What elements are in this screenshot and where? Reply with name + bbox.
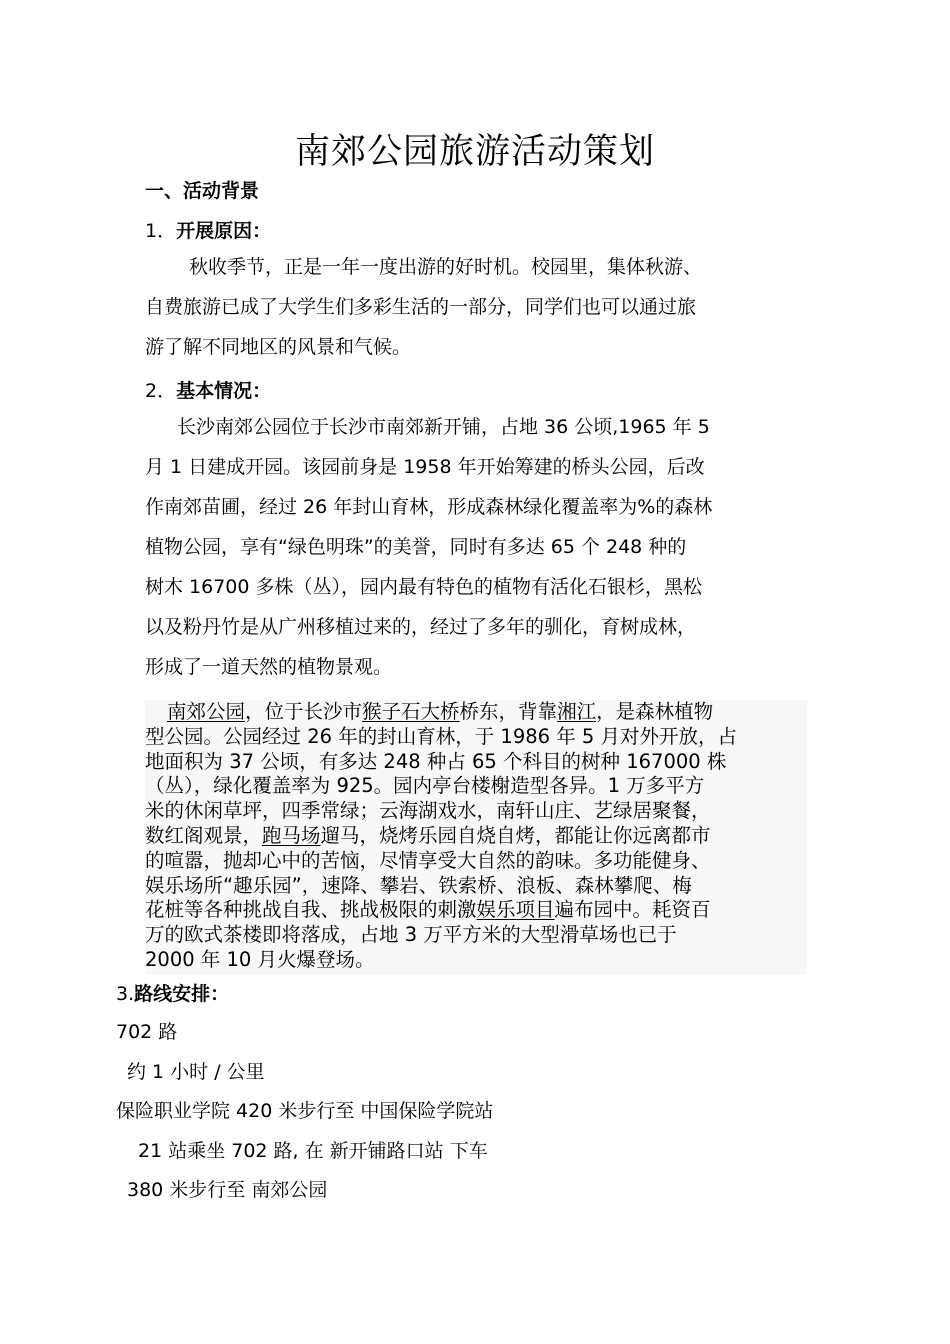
paragraph-line: 作南郊苗圃，经过 26 年封山育林，形成森林绿化覆盖率为%的森林 bbox=[145, 496, 713, 518]
paragraph-line: 长沙南郊公园位于长沙市南郊新开铺，占地 36 公顷,1965 年 5 bbox=[177, 416, 710, 438]
link-racecourse[interactable]: 跑马场 bbox=[262, 823, 321, 847]
paragraph-line: 秋收季节，正是一年一度出游的好时机。校园里，集体秋游、 bbox=[189, 256, 703, 278]
paragraph-line: 植物公园，享有“绿色明珠”的美誉，同时有多达 65 个 248 种的 bbox=[145, 536, 687, 558]
paragraph-line: 树木 16700 多株（丛），园内最有特色的植物有活化石银杉，黑松 bbox=[145, 576, 703, 598]
route-line: 21 站乘坐 702 路, 在 新开铺路口站 下车 bbox=[138, 1140, 488, 1162]
quote-text: 遍布园中。耗资百 bbox=[554, 898, 711, 922]
link-nanjiao-park[interactable]: 南郊公园 bbox=[167, 700, 246, 723]
link-xiangjiang[interactable]: 湘江 bbox=[557, 700, 597, 723]
quote-line: 型公园。公园经过 26 年的封山育林，于 1986 年 5 月对外开放，占 bbox=[145, 724, 738, 748]
quote-line bbox=[145, 898, 807, 923]
page-title: 南郊公园旅游活动策划 bbox=[294, 132, 655, 172]
paragraph-line: 形成了一道天然的植物景观。 bbox=[145, 656, 393, 678]
route-line: 702 路 bbox=[116, 1021, 178, 1043]
subheading-label: 路线安排： bbox=[134, 983, 230, 1005]
quote-line bbox=[145, 824, 807, 849]
paragraph-line: 以及粉丹竹是从广州移植过来的，经过了多年的驯化，育树成林， bbox=[145, 616, 697, 638]
quoted-park-description bbox=[145, 700, 807, 975]
quote-line: 万的欧式茶楼即将落成，占地 3 万平方米的大型滑草场也已于 bbox=[145, 923, 677, 947]
paragraph-line: 月 1 日建成开园。该园前身是 1958 年开始筹建的桥头公园，后改 bbox=[145, 456, 705, 478]
quote-line: 地面积为 37 公顷，有多达 248 种占 65 个科目的树种 167000 株 bbox=[145, 749, 727, 773]
quote-line: 娱乐场所“趣乐园”，速降、攀岩、铁索桥、浪板、森林攀爬、梅 bbox=[145, 873, 692, 897]
subheading-number: 2． bbox=[145, 380, 177, 402]
quote-line bbox=[145, 700, 807, 725]
paragraph-line: 自费旅游已成了大学生们多彩生活的一部分，同学们也可以通过旅 bbox=[145, 296, 697, 318]
quote-line: 2000 年 10 月火爆登场。 bbox=[145, 947, 375, 971]
quote-line: 米的休闲草坪，四季常绿；云海湖戏水，南轩山庄、艺绿居聚餐， bbox=[145, 799, 711, 823]
subheading-route bbox=[116, 979, 229, 1006]
quote-text: 遛马，烧烤乐园自烧自烤，都能让你远离都市 bbox=[320, 823, 711, 847]
route-line: 380 米步行至 南郊公园 bbox=[127, 1179, 328, 1201]
subheading-label: 基本情况： bbox=[176, 380, 272, 402]
subheading-basic bbox=[145, 376, 271, 403]
quote-text: 数红阁观景， bbox=[145, 823, 263, 847]
subheading-label: 开展原因： bbox=[176, 220, 272, 242]
link-entertainment[interactable]: 娱乐项目 bbox=[476, 898, 555, 922]
route-line: 保险职业学院 420 米步行至 中国保险学院站 bbox=[116, 1100, 494, 1122]
route-line: 约 1 小时 / 公里 bbox=[127, 1061, 265, 1083]
quote-text: 花桩等各种挑战自我、挑战极限的刺激 bbox=[145, 898, 477, 922]
section-heading-background: 一、活动背景 bbox=[145, 180, 260, 202]
reason-paragraph bbox=[145, 247, 807, 367]
quote-text: ，是森林植物 bbox=[596, 700, 714, 723]
basic-paragraph bbox=[145, 407, 807, 687]
link-houzishi-bridge[interactable]: 猴子石大桥 bbox=[362, 700, 460, 723]
quote-line: 的喧嚣，抛却心中的苦恼，尽情享受大自然的韵味。多功能健身、 bbox=[145, 848, 711, 872]
subheading-number: 3. bbox=[116, 983, 135, 1005]
quote-text: ，位于长沙市 bbox=[245, 700, 363, 723]
subheading-reason bbox=[145, 216, 271, 243]
subheading-number: 1． bbox=[145, 220, 177, 242]
quote-text: 桥东，背靠 bbox=[459, 700, 558, 723]
paragraph-line: 游了解不同地区的风景和气候。 bbox=[145, 336, 412, 358]
quote-line: （丛），绿化覆盖率为 925。园内亭台楼榭造型各异。1 万多平方 bbox=[145, 774, 705, 798]
